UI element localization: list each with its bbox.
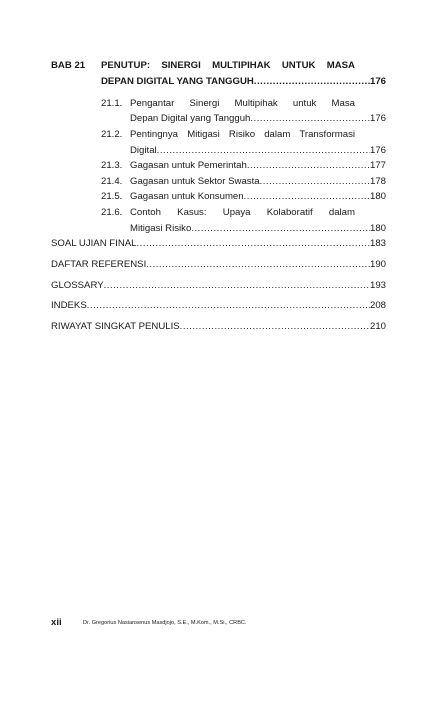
dot-leader — [87, 300, 370, 312]
section-page-number: 180 — [369, 191, 386, 202]
dot-leader — [180, 321, 370, 333]
section-title-line2: Digital — [130, 145, 157, 156]
section-title-line1: Pengantar Sinergi Multipihak untuk Masa — [130, 98, 355, 109]
section-number: 21.1. — [101, 98, 123, 109]
section-row-21-6[interactable] — [130, 223, 386, 235]
section-number: 21.6. — [101, 207, 123, 218]
toc-entry-glossary[interactable] — [51, 280, 386, 292]
dot-leader — [191, 223, 370, 235]
dot-leader — [260, 176, 370, 188]
section-number: 21.2. — [101, 129, 123, 140]
chapter-page-number: 176 — [369, 76, 386, 87]
section-row-21-1[interactable] — [130, 113, 386, 125]
section-title: Gagasan untuk Sektor Swasta — [130, 176, 260, 187]
entry-page-number: 208 — [369, 300, 386, 311]
section-page-number: 180 — [369, 223, 386, 234]
chapter-title-line2: DEPAN DIGITAL YANG TANGGUH — [101, 76, 254, 87]
section-row-21-5[interactable] — [130, 191, 386, 203]
section-row-21-2[interactable] — [130, 145, 386, 157]
dot-leader — [250, 113, 370, 125]
section-number: 21.5. — [101, 191, 123, 202]
section-page-number: 176 — [369, 113, 386, 124]
chapter-title-line1: PENUTUP: SINERGI MULTIPIHAK UNTUK MASA — [101, 60, 355, 71]
section-title: Gagasan untuk Konsumen — [130, 191, 244, 202]
section-number: 21.4. — [101, 176, 123, 187]
dot-leader — [254, 76, 370, 88]
toc-entry-indeks[interactable] — [51, 300, 386, 312]
dot-leader — [104, 280, 370, 292]
entry-page-number: 183 — [369, 238, 386, 249]
entry-page-number: 193 — [369, 280, 386, 291]
dot-leader — [146, 259, 370, 271]
entry-label: RIWAYAT SINGKAT PENULIS — [51, 321, 180, 332]
section-title: Gagasan untuk Pemerintah — [130, 160, 247, 171]
chapter-label: BAB 21 — [51, 60, 86, 71]
footer-author: Dr. Gregorius Nasiansenus Masdjojo, S.E., M.Kom., M.Si., CRBC. — [83, 620, 247, 626]
dot-leader — [136, 238, 370, 250]
entry-page-number: 210 — [369, 321, 386, 332]
section-title-line1: Pentingnya Mitigasi Risiko dalam Transformasi — [130, 129, 355, 140]
entry-label: INDEKS — [51, 300, 87, 311]
dot-leader — [244, 191, 370, 203]
dot-leader — [247, 160, 370, 172]
section-title-line2: Depan Digital yang Tangguh — [130, 113, 251, 124]
entry-label: SOAL UJIAN FINAL — [51, 238, 137, 249]
footer-page-number: xii — [51, 617, 62, 628]
dot-leader — [157, 145, 370, 157]
chapter-title-line2-row[interactable] — [101, 76, 386, 88]
toc-entry-riwayat-singkat-penulis[interactable] — [51, 321, 386, 333]
toc-entry-soal-ujian-final[interactable] — [51, 238, 386, 250]
entry-page-number: 190 — [369, 259, 386, 270]
toc-entry-daftar-referensi[interactable] — [51, 259, 386, 271]
section-page-number: 177 — [369, 160, 386, 171]
entry-label: DAFTAR REFERENSI — [51, 259, 147, 270]
section-page-number: 176 — [369, 145, 386, 156]
section-title-line2: Mitigasi Risiko — [130, 223, 192, 234]
section-row-21-4[interactable] — [130, 176, 386, 188]
section-number: 21.3. — [101, 160, 123, 171]
section-title-line1: Contoh Kasus: Upaya Kolaboratif dalam — [130, 207, 355, 218]
section-row-21-3[interactable] — [130, 160, 386, 172]
section-page-number: 178 — [369, 176, 386, 187]
entry-label: GLOSSARY — [51, 280, 104, 291]
